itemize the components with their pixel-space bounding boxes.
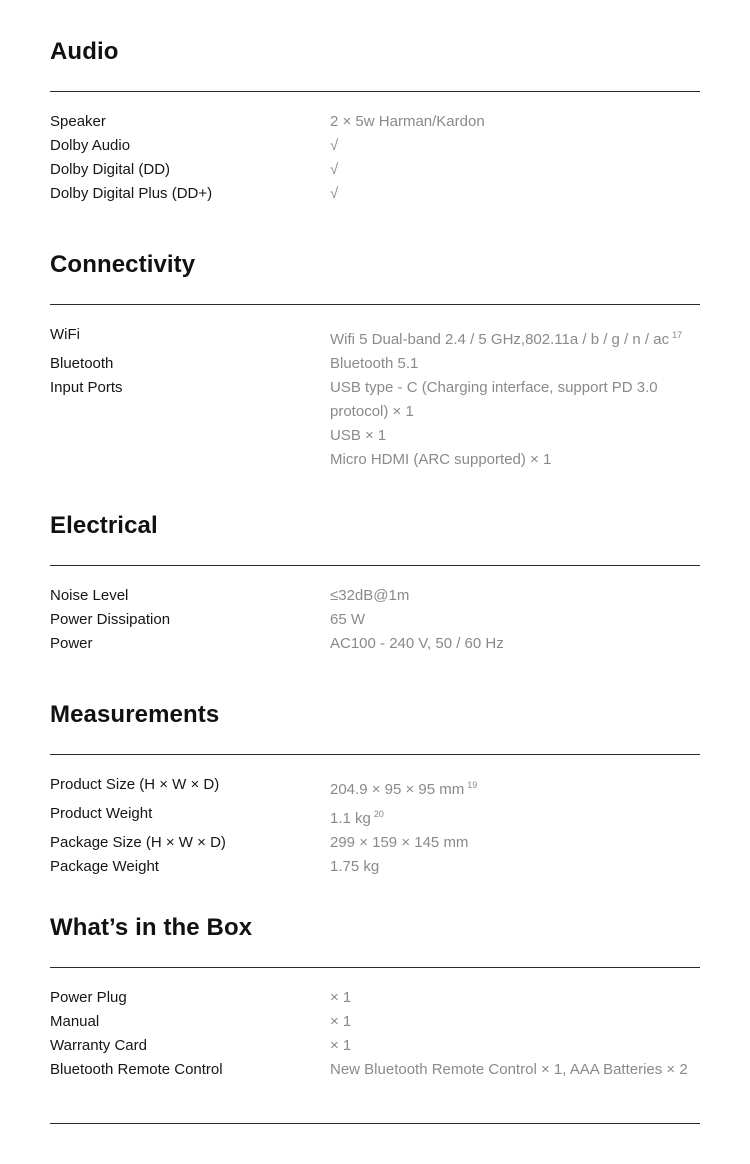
spec-label: Bluetooth (50, 355, 114, 372)
spec-value: USB × 1 (330, 427, 387, 444)
section-divider (50, 565, 700, 566)
spec-row-power (50, 632, 700, 656)
spec-value: Bluetooth 5.1 (330, 355, 419, 372)
spec-value: USB type - C (Charging interface, support PD 3.0 (330, 379, 658, 396)
spec-value: Micro HDMI (ARC supported) × 1 (330, 451, 552, 468)
spec-row-dolby-digital-plus (50, 182, 700, 206)
footnote-marker: 17 (672, 330, 683, 340)
spec-row-product-size (50, 773, 700, 802)
spec-label: Manual (50, 1013, 100, 1030)
spec-label: Warranty Card (50, 1037, 147, 1054)
check-mark: √ (330, 161, 339, 178)
section-divider (50, 304, 700, 305)
spec-list (50, 110, 700, 206)
spec-row-speaker (50, 110, 700, 134)
spec-value: ≤32dB@1m (330, 587, 410, 604)
check-mark: √ (330, 137, 339, 154)
spec-list (50, 584, 700, 656)
spec-label: Dolby Digital (DD) (50, 161, 171, 178)
spec-label: Power (50, 635, 93, 652)
spec-label: Package Size (H × W × D) (50, 834, 226, 851)
spec-row-package-weight (50, 855, 700, 879)
spec-value: 1.1 kg $^{20}$ (330, 809, 384, 827)
spec-value: AC100 - 240 V, 50 / 60 Hz (330, 635, 504, 652)
spec-value: × 1 (330, 1013, 352, 1030)
spec-value: 299 × 159 × 145 mm (330, 834, 469, 851)
spec-label: Input Ports (50, 379, 123, 396)
spec-row-remote-control (50, 1058, 700, 1082)
spec-list (50, 986, 700, 1082)
spec-label: Noise Level (50, 587, 129, 604)
spec-row-dolby-digital (50, 158, 700, 182)
spec-list (50, 323, 700, 472)
spec-value: 1.75 kg (330, 858, 380, 875)
section-title: Electrical (50, 512, 158, 539)
spec-row-warranty-card (50, 1034, 700, 1058)
spec-row-noise-level (50, 584, 700, 608)
spec-row-power-plug (50, 986, 700, 1010)
spec-row-power-dissipation (50, 608, 700, 632)
spec-row-input-ports (50, 376, 700, 472)
spec-label: Dolby Digital Plus (DD+) (50, 185, 213, 202)
footer-divider (50, 1123, 700, 1124)
section-title: Measurements (50, 701, 220, 728)
spec-value: 204.9 × 95 × 95 mm $^{19}$ (330, 780, 478, 798)
spec-value: New Bluetooth Remote Control × 1, AAA Batteries × 2 (330, 1061, 688, 1078)
spec-label: Product Size (H × W × D) (50, 776, 220, 793)
spec-label: Power Dissipation (50, 611, 171, 628)
spec-row-package-size (50, 831, 700, 855)
spec-label: Product Weight (50, 805, 153, 822)
section-title: Connectivity (50, 251, 196, 278)
section-divider (50, 967, 700, 968)
footnote-marker: 20 (373, 809, 384, 819)
spec-label: WiFi (50, 326, 80, 343)
section-divider (50, 91, 700, 92)
section-divider (50, 754, 700, 755)
section-title: Audio (50, 38, 119, 65)
spec-value: protocol) × 1 (330, 403, 414, 420)
spec-value: × 1 (330, 989, 352, 1006)
spec-value: × 1 (330, 1037, 352, 1054)
check-mark: √ (330, 185, 339, 202)
footnote-marker: 19 (467, 780, 478, 790)
spec-list (50, 773, 700, 879)
section-title: What’s in the Box (50, 914, 253, 941)
spec-row-bluetooth (50, 352, 700, 376)
spec-row-product-weight (50, 802, 700, 831)
spec-value: Wifi 5 Dual-band 2.4 / 5 GHz,802.11a / b / g / n / ac $^{17}$ (330, 330, 683, 348)
spec-label: Bluetooth Remote Control (50, 1061, 223, 1078)
spec-row-wifi (50, 323, 700, 352)
spec-value: 65 W (330, 611, 366, 628)
spec-label: Speaker (50, 113, 106, 130)
spec-label: Power Plug (50, 989, 127, 1006)
spec-label: Package Weight (50, 858, 159, 875)
spec-label: Dolby Audio (50, 137, 131, 154)
spec-row-manual (50, 1010, 700, 1034)
spec-value: 2 × 5w Harman/Kardon (330, 113, 485, 130)
spec-row-dolby-audio (50, 134, 700, 158)
